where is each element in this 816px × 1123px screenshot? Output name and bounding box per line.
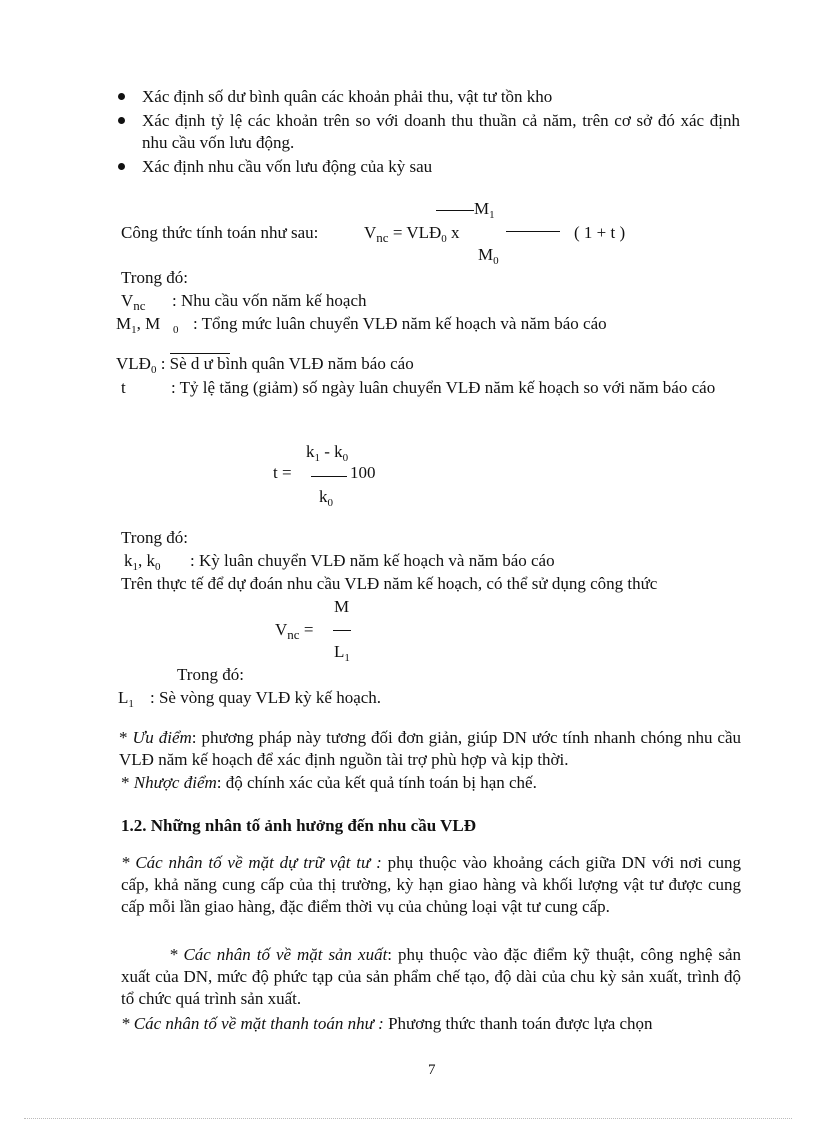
formula3-fraction-bar bbox=[333, 630, 351, 631]
bullet-dot bbox=[118, 117, 125, 124]
cons-paragraph: * Nhược điểm: độ chính xác của kết quả tính toán bị hạn chế. bbox=[121, 773, 537, 792]
def-l: $L_1$ bbox=[118, 688, 134, 710]
bullet-dot bbox=[118, 93, 125, 100]
def-t-text: : Tỷ lệ tăng (giảm) số ngày luân chuyển VLĐ năm kế hoạch so với năm báo cáo bbox=[171, 378, 716, 397]
section-heading: 1.2. Những nhân tố ảnh hưởng đến nhu cầu VLĐ bbox=[121, 816, 476, 835]
intro-formula3: Trên thực tế để dự đoán nhu cầu VLĐ năm kế hoạch, có thể sử dụng công thức bbox=[121, 574, 658, 593]
page-number: 7 bbox=[428, 1062, 436, 1078]
bullet-dot bbox=[118, 163, 125, 170]
formula3-lhs: $V_{nc}$ = bbox=[275, 620, 314, 642]
formula2-fraction-bar bbox=[311, 476, 347, 477]
factor3-paragraph: * Các nhân tố về mặt thanh toán như : Phương thức thanh toán được lựa chọn bbox=[121, 1014, 653, 1033]
def-vld-overline bbox=[170, 353, 230, 354]
def-k: $k_1$, $k_0$ bbox=[124, 551, 161, 573]
where-label: Trong đó: bbox=[177, 665, 244, 684]
where-label: Trong đó: bbox=[121, 268, 188, 287]
def-k-text: : Kỳ luân chuyển VLĐ năm kế hoạch và năm báo cáo bbox=[190, 551, 555, 570]
formula2-numerator: $k_1 - k_0$ bbox=[306, 442, 349, 464]
def-m-text: : Tổng mức luân chuyển VLĐ năm kế hoạch và năm báo cáo bbox=[193, 314, 607, 333]
formula1-numerator: $M_1$ bbox=[474, 199, 495, 221]
def-vnc-text: : Nhu cầu vốn năm kế hoạch bbox=[172, 291, 367, 310]
formula2-denominator: $k_0$ bbox=[319, 487, 333, 509]
formula2-lhs: t = bbox=[273, 463, 292, 482]
formula3-numerator: M bbox=[334, 597, 350, 616]
factor1-paragraph: * Các nhân tố về mặt dự trữ vật tư : phụ thuộc vào khoảng cách giữa DN với nơi cung cấp, khả năng cung cấp của thị trường, kỳ hạn giao hàng và khối lượng vật tư được cung cấp mỗi lần giao hàng, đặc điểm thời vụ của chủng loại vật tư cung cấp. bbox=[121, 853, 741, 916]
formula3-denominator: $L_1$ bbox=[334, 642, 350, 664]
formula1-lhs: $V_{nc}$ = $VLĐ_0$ x bbox=[364, 223, 460, 245]
def-vnc: $V_{nc}$ bbox=[121, 291, 146, 313]
bullet-item: Xác định tỷ lệ các khoản trên so với doanh thu thuần cả năm, trên cơ sở đó xác định nhu cầu vốn lưu động. bbox=[142, 111, 740, 152]
where-label: Trong đó: bbox=[121, 528, 188, 547]
def-m: $M_1$, M $_0$ bbox=[116, 314, 179, 336]
formula1-factor: ( 1 + t ) bbox=[574, 223, 626, 242]
def-vld: $VLĐ_0$ : Sè d ư bình quân VLĐ năm báo cáo bbox=[116, 354, 414, 376]
bullet-item: Xác định số dư bình quân các khoản phải thu, vật tư tồn kho bbox=[142, 87, 553, 106]
def-l-text: : Sè vòng quay VLĐ kỳ kế hoạch. bbox=[150, 688, 382, 707]
formula2-factor: 100 bbox=[350, 463, 376, 482]
bullet-item: Xác định nhu cầu vốn lưu động của kỳ sau bbox=[142, 157, 433, 176]
page-bottom-rule bbox=[24, 1118, 792, 1119]
formula1-label: Công thức tính toán như sau: bbox=[121, 223, 319, 242]
pros-paragraph: * Ưu điểm: phương pháp này tương đối đơn giản, giúp DN ước tính nhanh chóng nhu cầu VLĐ năm kế hoạch để xác định nguồn tài trợ phù hợp và kịp thời. bbox=[119, 728, 741, 769]
formula1-numerator-bar bbox=[436, 210, 474, 211]
formula1-denominator: $M_0$ bbox=[478, 245, 499, 267]
formula1-fraction-bar bbox=[506, 231, 560, 232]
def-t-symbol: t bbox=[121, 378, 126, 397]
factor2-paragraph: * Các nhân tố về mặt sản xuất: phụ thuộc vào đặc điểm kỹ thuật, công nghệ sản xuất của DN, mức độ phức tạp của sản phẩm chế tạo, độ dài của chu kỳ sản xuất, trình độ tổ chức quá trình sản xuất. bbox=[121, 945, 741, 1008]
